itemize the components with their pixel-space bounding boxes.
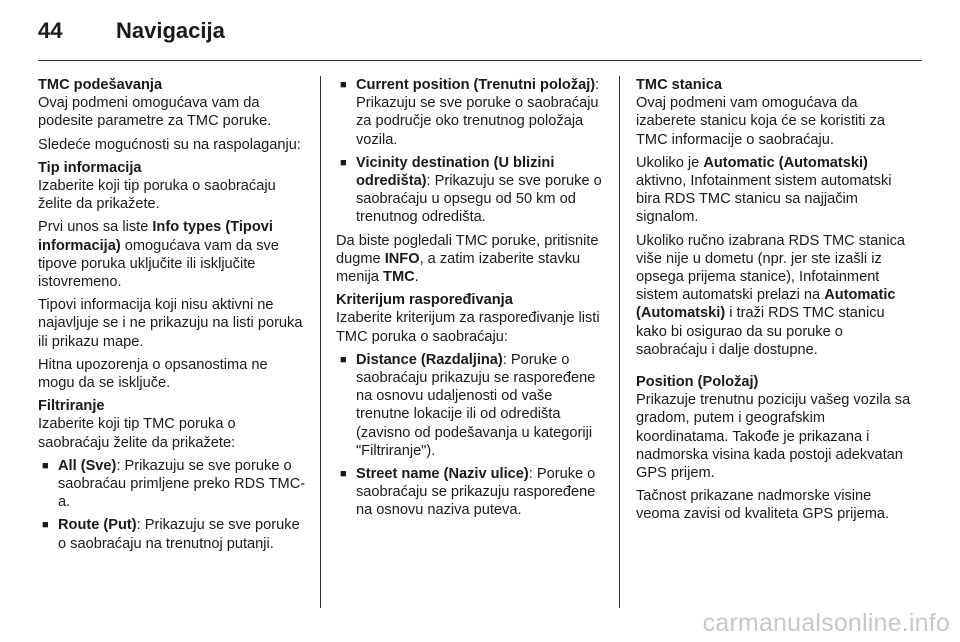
info-type-text: Izaberite koji tip poruka o saobraćaju želite da prikažete.: [38, 178, 276, 213]
column-1: [38, 76, 306, 558]
bullet-icon: ■: [340, 353, 347, 366]
tmc-menu-label: TMC: [383, 269, 415, 286]
bullet-icon: ■: [42, 459, 49, 472]
column-3: [636, 76, 912, 529]
filter-text: Izaberite koji tip TMC poruka o saobraćaju želite da prikažete:: [38, 416, 236, 451]
filter-heading: Filtriranje: [38, 398, 105, 415]
urgent-warnings-paragraph: Hitna upozorenja o opsanostima ne mogu da se isključe.: [38, 356, 268, 392]
view-tmc-paragraph: Da biste pogledali TMC poruke, pritisnite dugme INFO, a zatim izaberite stavku menija TMC.: [336, 232, 599, 286]
info-types-label: Info types (Tipovi informacija): [38, 219, 273, 254]
watermark: carmanualsonline.info: [702, 609, 950, 637]
filter-options-list: [38, 457, 306, 553]
manual-station-paragraph: Ukoliko ručno izabrana RDS TMC stanica više nije u dometu (npr. jer ste izašli iz opsega prijema stanice), Infotainment sistem automatski prelazi na Automatic (Automatski) i traži RDS TMC stanicu kako bi osigurao da su poruke o saobraćaju i dalje dostupne.: [636, 232, 906, 358]
bullet-icon: ■: [340, 468, 347, 481]
page-header: [38, 18, 225, 48]
sort-text: Izaberite kriterijum za raspoređivanje listi TMC poruka o saobraćaju:: [336, 310, 600, 345]
list-item: ■ Vicinity destination (U blizini odredišta): Prikazuju se sve poruke o saobraćaju u opsegu od 50 km od trenutnog odredišta.: [340, 154, 602, 226]
page-number: 44: [38, 18, 63, 43]
accuracy-text: Tačnost prikazane nadmorske visine veoma zavisi od kvaliteta GPS prijema.: [636, 488, 890, 523]
tmc-station-text: Ovaj podmeni vam omogućava da izaberete stanicu koja će se koristiti za TMC informacije o saobraćaju.: [636, 95, 886, 148]
bullet-icon: ■: [42, 519, 49, 532]
list-item: ■ Street name (Naziv ulice): Poruke o saobraćaju se prikazuju raspoređene na osnovu naziva puteva.: [340, 466, 596, 519]
column-divider-1: [320, 76, 321, 608]
automatic-paragraph: Ukoliko je Automatic (Automatski) aktivno, Infotainment sistem automatski bira RDS TMC stanicu sa najjačim signalom.: [636, 154, 892, 226]
column-2: [336, 76, 606, 525]
tmc-station-heading: TMC stanica: [636, 77, 722, 93]
position-heading: Position (Položaj): [636, 374, 759, 391]
sort-options-list: [336, 351, 606, 520]
first-entry-paragraph: Prvi unos sa liste Info types (Tipovi informacija) omogućava vam da sve tipove poruka uključite ili isključite istovremeno.: [38, 219, 279, 291]
position-text: Prikazuje trenutnu poziciju vašeg vozila sa gradom, putem i geografskim koordinatama. Takođe je prikazana i nadmorska visina kada postoji adekvatan GPS prijem.: [636, 392, 911, 482]
list-item: ■ Distance (Razdaljina): Poruke o saobraćaju prikazuju se raspoređene na osnovu udaljenosti od vaše trenutne lokacije ili od odredišta (zavisno od podešavanja u kategoriji "Filtriranje").: [340, 351, 596, 459]
sort-heading: Kriterijum raspoređivanja: [336, 292, 513, 309]
tmc-settings-intro: Ovaj podmeni omogućava vam da podesite parametre za TMC poruke.: [38, 95, 272, 130]
bullet-icon: ■: [340, 156, 347, 169]
header-rule: [38, 60, 922, 61]
column-divider-2: [619, 76, 620, 608]
inactive-types-paragraph: Tipovi informacija koji nisu aktivni ne najavljuje se i ne prikazuju na listi poruka ili prikazu mape.: [38, 297, 303, 350]
options-intro: Sledeće mogućnosti su na raspolaganju:: [38, 136, 301, 153]
filter-options-list-cont: [336, 76, 606, 227]
info-button-label: INFO: [384, 250, 420, 267]
bullet-icon: ■: [340, 79, 347, 91]
page-title: Navigacija: [116, 18, 225, 43]
list-item: ■ All (Sve): Prikazuju se sve poruke o saobraćau primljene preko RDS TMC-a.: [42, 457, 306, 511]
list-item: ■ Current position (Trenutni položaj): Prikazuju se sve poruke o saobraćaju za područje oko trenutnog položaja vozila.: [340, 77, 600, 148]
tmc-settings-heading: TMC podešavanja: [38, 77, 163, 93]
list-item: ■ Route (Put): Prikazuju se sve poruke o saobraćaju na trenutnoj putanji.: [42, 517, 300, 552]
info-type-heading: Tip informacija: [38, 159, 142, 176]
